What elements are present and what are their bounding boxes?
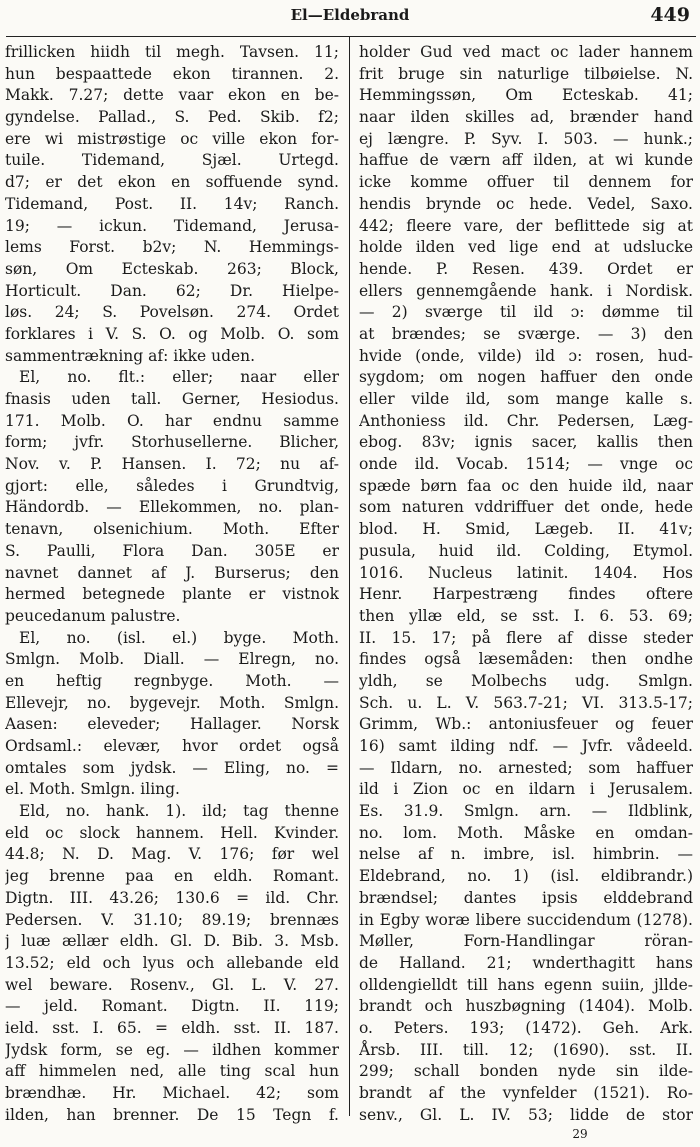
text-line: en heftig regnbyge. Moth. —	[5, 671, 339, 690]
text-line: gyndelse. Pallad., S. Ped. Skib. f2;	[5, 108, 339, 127]
text-line: El, no. (isl. el.) byge. Moth.	[19, 628, 339, 647]
text-line: — jeld. Romant. Digtn. II. 119;	[5, 997, 339, 1016]
text-line: onde ild. Vocab. 1514; — vnge oc	[359, 455, 693, 474]
text-line: tenavn, olsenichium. Moth. Efter	[5, 520, 339, 539]
text-line: form; jvfr. Storhusellerne. Blicher,	[5, 433, 339, 452]
text-line: senv., Gl. L. IV. 53; lidde de stor	[359, 1105, 693, 1124]
signature-mark: 29	[572, 1127, 588, 1141]
text-line: ej længre. P. Syv. I. 503. — hunk.;	[359, 129, 693, 148]
text-line: 171. Molb. O. har endnu samme	[5, 411, 339, 430]
text-line: frit bruge sin naturlige tilbøielse. N.	[359, 64, 693, 83]
text-line: Årsb. III. till. 12; (1690). sst. II.	[359, 1040, 693, 1059]
text-line: aff himmelen ned, alle ting scal hun	[5, 1062, 339, 1081]
text-line: ellers gennemgående hank. i Nordisk.	[359, 281, 693, 300]
text-line: Eldebrand, no. 1) (isl. eldibrandr.)	[359, 867, 693, 886]
text-line: yldh, se Molbechs udg. Smlgn.	[359, 671, 693, 690]
text-line: d7; er det ekon en soffuende synd.	[5, 173, 339, 192]
text-line: II. 15. 17; på flere af disse steder	[359, 628, 693, 647]
text-line: spæde børn faa oc den huide ild, naar	[359, 476, 693, 495]
text-line: El, no. flt.: eller; naar eller	[19, 368, 339, 387]
text-line: Hemmingssøn, Om Ecteskab. 41;	[359, 86, 693, 105]
text-line: no. lom. Moth. Måske en omdan-	[359, 823, 693, 842]
text-line: Grimm, Wb.: antoniusfeuer og feuer	[359, 715, 693, 734]
text-line: Händordb. — Ellekommen, no. plan-	[5, 498, 339, 517]
text-line: Es. 31.9. Smlgn. arn. — Ildblink,	[359, 802, 693, 821]
text-line: 16) samt ilding ndf. — Jvfr. vådeeld.	[359, 737, 693, 755]
text-line: o. Peters. 193; (1472). Geh. Ark.	[359, 1018, 693, 1037]
text-line: holder Gud ved mact oc lader hannem	[359, 43, 693, 61]
text-line: sygdom; om nogen haffuer den onde	[359, 368, 693, 387]
text-line: S. Paulli, Flora Dan. 305E er	[5, 541, 339, 560]
text-line: de Halland. 21; wnderthagitt hans	[359, 953, 693, 972]
text-line: brandt af the vynfelder (1521). Ro-	[359, 1084, 693, 1102]
text-line: Sch. u. L. V. 563.7-21; VI. 313.5-17;	[359, 693, 693, 712]
text-line: fnasis uden tall. Gerner, Hesiodus.	[5, 390, 339, 408]
text-line: eld oc slock hannem. Hell. Kvinder.	[5, 823, 339, 842]
text-line: Eld, no. hank. 1). ild; tag thenne	[19, 802, 339, 821]
text-line: Pedersen. V. 31.10; 89.19; brennæs	[5, 910, 339, 929]
text-line: frillicken hiidh til megh. Tavsen. 11;	[5, 43, 339, 61]
text-line: 442; fleere vare, der beflittede sig at	[359, 216, 693, 235]
text-line: gjort: elle, således i Grundtvig,	[5, 476, 339, 495]
text-line: holde ilden ved lige end at udslucke	[359, 238, 693, 257]
text-line: blod. H. Smid, Lægeb. II. 41v;	[359, 520, 693, 539]
text-line: olldengielldt till hans egenn suiin, jllde-	[359, 975, 693, 994]
text-line: Digtn. III. 43.26; 130.6 = ild. Chr.	[5, 888, 339, 907]
text-line	[5, 1126, 339, 1127]
page-header	[0, 2, 700, 32]
left-column	[5, 42, 339, 1127]
text-line: findes også læsemåden: then ondhe	[359, 650, 693, 669]
text-line: pusula, huid ild. Colding, Etymol.	[359, 541, 693, 560]
text-line: hvide (onde, vilde) ild ɔ: rosen, hud-	[359, 346, 693, 365]
text-line: brandt och huszbøgning (1404). Molb.	[359, 997, 693, 1016]
text-line: omtales som jydsk. — Eling, no. =	[5, 758, 339, 777]
text-line: — Ildarn, no. arnested; som haffuer	[359, 758, 693, 777]
text-line: Henr. Harpestræng findes oftere	[359, 585, 693, 604]
text-line: icke komme offuer til dennem for	[359, 173, 693, 192]
text-line: forklares i V. S. O. og Molb. O. som	[5, 324, 339, 343]
text-line: brændhæ. Hr. Michael. 42; som	[5, 1084, 339, 1102]
text-line: sammentrækning af: ikke uden.	[5, 346, 256, 365]
text-line: wel beware. Rosenv., Gl. L. V. 27.	[5, 975, 339, 994]
text-line: brændsel; dantes ipsis elddebrand	[359, 888, 693, 907]
text-line: ilden, han brenner. De 15 Tegn f.	[5, 1105, 339, 1124]
text-line: j luæ ællær eldh. Gl. D. Bib. 3. Msb.	[5, 932, 339, 951]
text-line: 13.52; eld och lyus och allebande eld	[5, 953, 339, 972]
text-line: Horticult. Dan. 62; Dr. Hielpe-	[5, 281, 339, 300]
text-line: hende. P. Resen. 439. Ordet er	[359, 259, 693, 278]
text-line: eller vilde ild, som mange kalle s.	[359, 390, 693, 408]
running-head: El—Eldebrand	[290, 6, 410, 24]
right-column	[359, 42, 693, 1127]
column-divider	[349, 36, 350, 1116]
text-line: Smlgn. Molb. Diall. — Elregn, no.	[5, 650, 339, 669]
text-line: ield. sst. I. 65. = eldh. sst. II. 187.	[5, 1018, 339, 1037]
text-line: tuile. Tidemand, Sjæl. Urtegd.	[5, 151, 339, 170]
text-line: haffue de værn aff ilden, at wi kunde	[359, 151, 693, 170]
text-line: Nov. v. P. Hansen. I. 72; nu af-	[5, 455, 339, 474]
text-line: Ellevejr, no. bygevejr. Moth. Smlgn.	[5, 693, 339, 712]
text-line: hun bespaattede ekon tirannen. 2.	[5, 64, 339, 83]
text-line: — 2) sværge til ild ɔ: dømme til	[359, 303, 693, 322]
text-line: Jydsk form, se eg. — ildhen kommer	[5, 1040, 339, 1059]
text-line: jeg brenne paa en eldh. Romant.	[5, 867, 339, 886]
text-line: som naturen vddriffuer det onde, hede	[359, 498, 693, 517]
text-line: Anthoniess ild. Chr. Pedersen, Læg-	[359, 411, 693, 430]
text-line: naar ilden skilles ad, brænder hand	[359, 108, 693, 127]
text-line: 1016. Nucleus latinit. 1404. Hos	[359, 563, 693, 582]
text-line: Makk. 7.27; dette vaar ekon en be-	[5, 86, 339, 105]
text-line: Ordsaml.: elevær, hvor ordet også	[5, 737, 339, 755]
text-line: hermed betegnede plante er vistnok	[5, 585, 339, 604]
text-line: peucedanum palustre.	[5, 606, 181, 625]
text-line: nelse af n. imbre, isl. himbrin. —	[359, 845, 693, 864]
text-line: søn, Om Ecteskab. 263; Block,	[5, 259, 339, 278]
text-line: ere wi mistrøstige oc ville ekon for-	[5, 129, 339, 148]
text-line: 44.8; N. D. Mag. V. 176; før wel	[5, 845, 339, 864]
page-number: 449	[650, 4, 690, 26]
text-line: Aasen: eleveder; Hallager. Norsk	[5, 715, 339, 734]
text-line: 299; schall bonden nyde sin ilde-	[359, 1062, 693, 1081]
header-rule	[6, 36, 696, 37]
text-line: lems Forst. b2v; N. Hemmings-	[5, 238, 339, 257]
text-line: Tidemand, Post. II. 14v; Ranch.	[5, 194, 339, 213]
text-line: 19; — ickun. Tidemand, Jerusa-	[5, 216, 339, 235]
text-line: ebog. 83v; ignis sacer, kallis then	[359, 433, 693, 452]
text-line: then yllæ eld, se sst. I. 6. 53. 69;	[359, 606, 693, 625]
text-line: in Egby woræ libere succidendum (1278).	[359, 910, 693, 929]
text-line: navnet dannet af J. Burserus; den	[5, 563, 339, 582]
text-line: Møller, Forn-Handlingar röran-	[359, 932, 693, 951]
text-line: hendis brynde oc hede. Vedel, Saxo.	[359, 194, 693, 213]
text-line: el. Moth. Smlgn. iling.	[5, 780, 180, 799]
text-line: løs. 24; S. Povelsøn. 274. Ordet	[5, 303, 339, 322]
text-line: ild i Zion oc en ildarn i Jerusalem.	[359, 780, 693, 799]
text-line	[359, 1126, 693, 1127]
text-line: at brændes; se sværge. — 3) den	[359, 324, 693, 343]
